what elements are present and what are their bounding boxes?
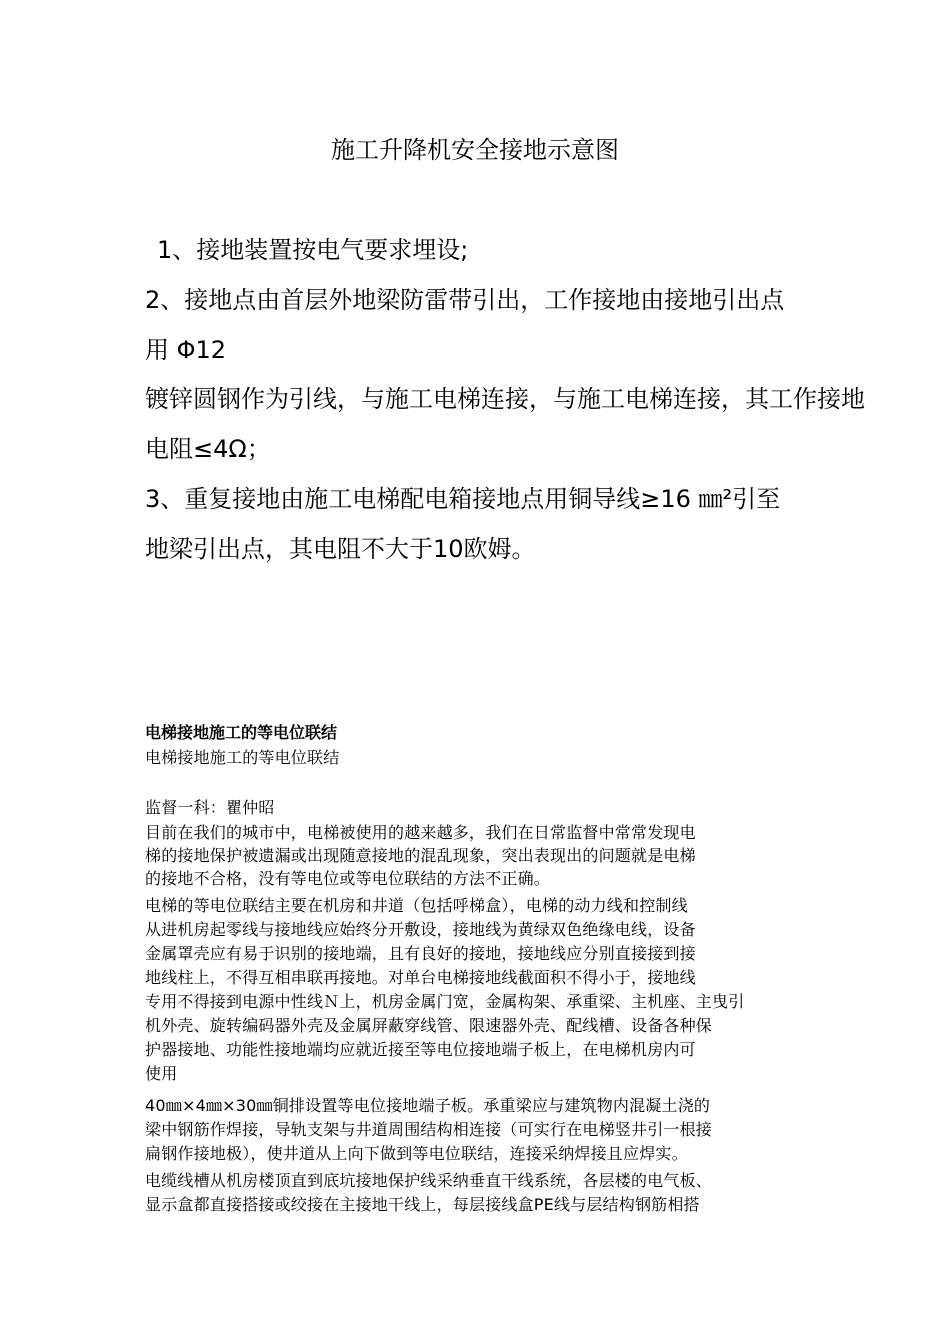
article-author: 监督一科：瞿仲昭 xyxy=(145,798,275,817)
article-line: 专用不得接到电源中性线Ｎ上，机房金属门宽，金属构架、承重梁、主机座、主曳引 xyxy=(145,992,745,1011)
article-line: 机外壳、旋转编码器外壳及金属屏蔽穿线管、限速器外壳、配线槽、设备各种保 xyxy=(145,1016,713,1035)
article-subheading: 电梯接地施工的等电位联结 xyxy=(145,748,340,767)
article-line: 电梯的等电位联结主要在机房和井道（包括呼梯盒），电梯的动力线和控制线 xyxy=(145,896,688,915)
article-line: 的接地不合格，没有等电位或等电位联结的方法不正确。 xyxy=(145,869,551,888)
article-line: 护器接地、功能性接地端均应就近接至等电位接地端子板上，在电梯机房内可 xyxy=(145,1040,696,1059)
article-line: 地线柱上，不得互相串联再接地。对单台电梯接地线截面积不得小于，接地线 xyxy=(145,968,696,987)
article-line: 梁中钢筋作焊接，导轨支架与井道周围结构相连接（可实行在电梯竖井引一根接 xyxy=(145,1120,713,1139)
article-line: 目前在我们的城市中，电梯被使用的越来越多，我们在日常监督中常常发现电 xyxy=(145,823,696,842)
document-title: 施工升降机安全接地示意图 xyxy=(331,136,619,164)
instruction-line: 地梁引出点，其电阻不大于10欧姆。 xyxy=(145,535,536,563)
article-line: 显示盒都直接搭接或绞接在主接地干线上，每层接线盒PE线与层结构钢筋相搭 xyxy=(145,1195,700,1214)
article-line: 扁钢作接地极），使井道从上向下做到等电位联结，连接采纳焊接且应焊实。 xyxy=(145,1144,688,1163)
article-line: 从进机房起零线与接地线应始终分开敷设，接地线为黄绿双色绝缘电线，设备 xyxy=(145,920,696,939)
article-line: 电缆线槽从机房楼顶直到底坑接地保护线采纳垂直干线系统，各层楼的电气板、 xyxy=(145,1171,713,1190)
instruction-line: 镀锌圆钢作为引线，与施工电梯连接，与施工电梯连接，其工作接地 xyxy=(145,385,865,413)
article-line: 使用 xyxy=(145,1064,178,1083)
article-heading: 电梯接地施工的等电位联结 xyxy=(145,723,338,742)
instruction-line: 电阻≤4Ω； xyxy=(145,435,271,463)
instruction-line: 2、接地点由首层外地梁防雷带引出，工作接地由接地引出点 xyxy=(145,286,785,314)
article-line: 40㎜×4㎜×30㎜铜排设置等电位接地端子板。承重梁应与建筑物内混凝土浇的 xyxy=(145,1096,711,1115)
instruction-line: 用 Φ12 xyxy=(145,336,227,364)
article-line: 梯的接地保护被遗漏或出现随意接地的混乱现象，突出表现出的问题就是电梯 xyxy=(145,846,696,865)
instruction-line: 1、接地装置按电气要求埋设; xyxy=(157,236,469,264)
instruction-line: 3、重复接地由施工电梯配电箱接地点用铜导线≥16 ㎜²引至 xyxy=(145,485,781,513)
article-line: 金属罩壳应有易于识别的接地端，且有良好的接地，接地线应分别直接接到接 xyxy=(145,944,696,963)
